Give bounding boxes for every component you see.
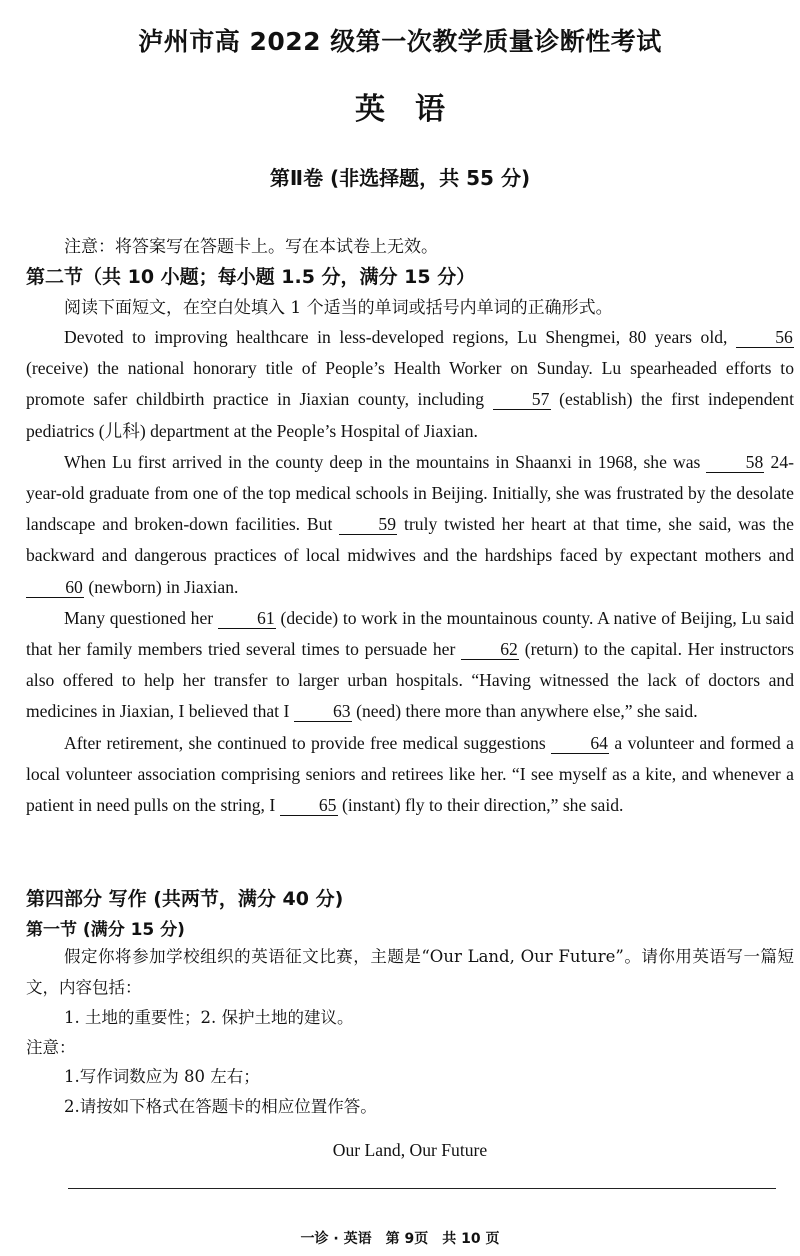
answer-line xyxy=(68,1188,776,1189)
cloze-passage xyxy=(26,322,794,821)
passage-text: (return) to the capital. Her instructors also offered to help her transfer to larger urban hospitals. “Having witnessed the lack of doctors and medicines in Jiaxian, I believed that I xyxy=(26,639,794,722)
page-footer: 一诊 · 英语 第 9页 共 10 页 xyxy=(300,1231,500,1247)
passage-text: (establish) the first independent pediatrics (儿科) department at the People’s Hospital of Jiaxian. xyxy=(26,389,794,441)
blank-64: 64 xyxy=(551,733,609,754)
blank-60: 60 xyxy=(26,577,84,598)
note-item: 2.请按如下格式在答题卡的相应位置作答。 xyxy=(64,1097,377,1116)
passage-text: 24-year-old graduate from one of the top medical schools in Beijing. Initially, she was frustrated by the desolate landscape and broken-down facilities. But xyxy=(26,451,794,535)
passage-text: (instant) fly to their direction,” she said. xyxy=(337,795,624,816)
passage-text: (newborn) in Jiaxian. xyxy=(84,576,239,597)
blank-58: 58 xyxy=(706,452,764,473)
passage-text: After retirement, she continued to provide free medical suggestions xyxy=(64,732,552,753)
passage-text: When Lu first arrived in the county deep in the mountains in Shaanxi in 1968, she was xyxy=(64,451,707,472)
passage-text: Devoted to improving healthcare in less-developed regions, Lu Shengmei, 80 years old, xyxy=(64,327,736,347)
passage-text: a volunteer and formed a local volunteer association comprising seniors and retirees like her. “I see myself as a kite, and whenever a patient in need pulls on the string, I xyxy=(26,732,794,816)
blank-65: 65 xyxy=(280,795,338,816)
passage-text: (receive) the national honorary title of People’s Health Worker on Sunday. Lu spearheaded efforts to promote safer childbirth practice in Jiaxian county, including xyxy=(26,358,794,410)
writing-task xyxy=(26,941,794,1003)
passage-paragraph-1 xyxy=(26,322,794,447)
section2-instruction: 阅读下面短文，在空白处填入 1 个适当的单词或括号内单词的正确形式。 xyxy=(64,298,613,318)
blank-56: 56 xyxy=(736,327,794,348)
exam-title: 泸州市高 2022 级第一次教学质量诊断性考试 xyxy=(138,27,662,56)
blank-59: 59 xyxy=(339,514,397,535)
passage-paragraph-2 xyxy=(26,447,794,603)
blank-61: 61 xyxy=(218,608,276,629)
answer-note: 注意：将答案写在答题卡上。写在本试卷上无效。 xyxy=(64,237,438,257)
volume-heading: 第Ⅱ卷 (非选择题，共 55 分) xyxy=(269,166,531,190)
notes-label: 注意： xyxy=(26,1038,76,1057)
blank-63: 63 xyxy=(294,701,352,722)
passage-text: (decide) to work in the mountainous county. A native of Beijing, Lu said that her family members tried several times to persuade her xyxy=(26,607,795,660)
passage-paragraph-3 xyxy=(26,603,794,728)
passage-text: truly twisted her heart at that time, she said, was the backward and dangerous practices of local midwives and the hardships faced by expectant mothers and xyxy=(26,514,794,566)
passage-text: Many questioned her xyxy=(64,607,218,628)
section2-heading: 第二节（共 10 小题；每小题 1.5 分，满分 15 分） xyxy=(26,266,476,288)
writing-points: 1. 土地的重要性；2. 保护土地的建议。 xyxy=(64,1008,354,1027)
part4-heading: 第四部分 写作 (共两节，满分 40 分) xyxy=(26,888,344,910)
subject-title: 英语 xyxy=(355,92,475,127)
passage-paragraph-4 xyxy=(26,728,794,822)
writing-section1-heading: 第一节 (满分 15 分) xyxy=(26,920,185,940)
blank-62: 62 xyxy=(461,639,519,660)
notes-list xyxy=(64,1062,794,1122)
writing-task-text: 假定你将参加学校组织的英语征文比赛，主题是“Our Land, Our Future”。请你用英语写一篇短文，内容包括： xyxy=(26,947,794,997)
blank-57: 57 xyxy=(493,389,551,410)
note-item: 1.写作词数应为 80 左右； xyxy=(64,1067,260,1086)
essay-title: Our Land, Our Future xyxy=(332,1140,488,1160)
passage-text: (need) there more than anywhere else,” she said. xyxy=(351,701,698,722)
